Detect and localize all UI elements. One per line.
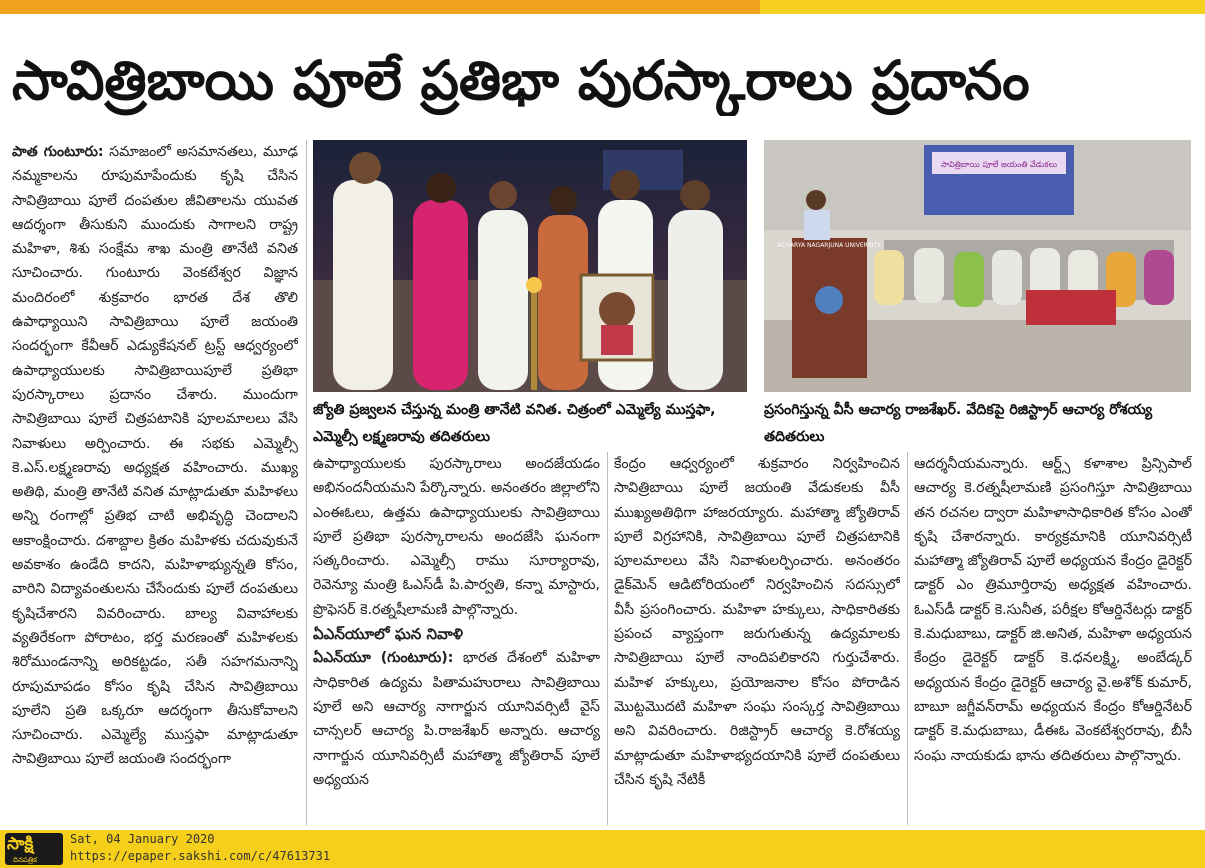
- sakshi-logo-text: సాక్షి: [7, 834, 34, 854]
- epaper-link[interactable]: https://epaper.sakshi.com/c/47613731: [70, 849, 331, 863]
- column-divider: [306, 140, 307, 825]
- top-color-bar: [0, 0, 1205, 14]
- article-column-1: [12, 140, 298, 825]
- publication-date: Sat, 04 January 2020: [70, 832, 215, 846]
- stage-banner-text: సావిత్రిబాయి పూలే జయంతి వేడుకలు: [940, 160, 1058, 169]
- subheading: ఏఎన్‌యూలో ఘన నివాళి: [313, 625, 463, 644]
- article-column-4: [914, 452, 1192, 825]
- caption-left: జ్యోతి ప్రజ్వలన చేస్తున్న మంత్రి తానేటి వనిత. చిత్రంలో ఎమ్మెల్యే ముస్తఫా, ఎమ్మెల్సీ లక్ష్మణరావు తదితరులు: [313, 402, 716, 445]
- dateline-2: ఏఎన్‌యూ (గుంటూరు):: [313, 650, 454, 667]
- article-column-3: [614, 452, 900, 825]
- column-4-text: ఆదర్శనీయమన్నారు. ఆర్ట్స్ కళాశాల ప్రిన్సిపాల్ ఆచార్య కె.రత్నషీలామణి ప్రసంగిస్తూ సావిత్రిబాయి తన రచనల ద్వారా మహిళాసాధికారిత కోసం ఎంతో కృషి చేశారన్నారు. కార్యక్రమానికి యూనివర్సిటీ మహాత్మా జ్యోతిరావ్ పూలే అధ్యయన కేంద్రం డైరెక్టర్ డాక్టర్ ఎం త్రిమూర్తిరావు అధ్యక్షత వహించారు. ఓఎస్‌డీ డాక్టర్ కె.సునీత, పరీక్షల కోఆర్డినేటర్లు డాక్టర్ కె.మధుబాబు, డాక్టర్ జి.అనిత, మహిళా అధ్యయన కేంద్రం డైరెక్టర్ డాక్టర్ కె.ధనలక్ష్మి, అంబేడ్కర్ అధ్యయన కేంద్రం డైరెక్టర్ ఆచార్య వై.అశోక్ కుమార్, బాబూ జగ్జీవన్‌రామ్ అధ్యయన కేంద్రం కోఆర్డినేటర్ డాక్టర్ కె.మధుబాబు, డీఈఓ వెంకటేశ్వరరావు, బీసీ సంఘ నాయకుడు భాను తదితరులు పాల్గొన్నారు.: [914, 456, 1192, 764]
- column-3-text: కేంద్రం ఆధ్వర్యంలో శుక్రవారం నిర్వహించిన సావిత్రిబాయి పూలే జయంతి వేడుకలకు వీసీ ముఖ్యఅతిథిగా హాజరయ్యారు. మహాత్మా జ్యోతిరావ్ పూలే విగ్రహానికి, సావిత్రిబాయి పూలే చిత్రపటానికి పూలమాలలు వేసి నివాళులర్పించారు. అనంతరం డైక్‌మెన్ ఆడిటోరియంలో నిర్వహించిన సదస్సులో వీసీ ప్రసంగించారు. మహిళా హక్కులు, సాధికారితకు ప్రపంచ వ్యాప్తంగా జరుగుతున్న ఉద్యమాలకు సావిత్రిబాయి పూలే నాందిపలికారని గుర్తుచేశారు. మహిళ హక్కులు, ప్రయోజనాల కోసం పోరాడిన మొట్టమొదటి మహిళా సంఘ సంస్కర్త సావిత్రిబాయి అని వివరించారు. రిజిస్ట్రార్ ఆచార్య కె.రోశయ్య మాట్లాడుతూ మహిళాభ్యదయానికి పూలే దంపతులు చేసిన కృషి నేటికీ: [614, 456, 900, 788]
- article-column-2: [313, 452, 600, 825]
- column-divider: [607, 452, 608, 825]
- sakshi-logo-subtitle: దినపత్రిక: [13, 856, 37, 864]
- article-headline: సావిత్రిబాయి పూలే ప్రతిభా పురస్కారాలు ప్రదానం: [12, 49, 1030, 112]
- column-divider: [907, 452, 908, 825]
- caption-right: ప్రసంగిస్తున్న వీసీ ఆచార్య రాజశేఖర్. వేదికపై రిజిస్ట్రార్ ఆచార్య రోశయ్య తదితరులు: [764, 402, 1153, 445]
- top-color-bar-accent: [760, 0, 1205, 14]
- podium-text: ACHARYA NAGARJUNA UNIVERSITY: [777, 242, 881, 249]
- dateline: పాత గుంటూరు:: [12, 144, 104, 160]
- photo-vc-speech: [764, 140, 1191, 392]
- column-2-text-part1: ఉపాధ్యాయులకు పురస్కారాలు అందజేయడం అభినందనీయమని పేర్కొన్నారు. అనంతరం జిల్లాలోని ఎంఈఓలు, ఉత్తమ ఉపాధ్యాయులకు సావిత్రిబాయి పూలే ప్రతిభా పురస్కారాలను అందజేసి ఘనంగా సత్కరించారు. ఎమ్మెల్సీ రాము సూర్యారావు, రెవెన్యూ మంత్రి ఓఎస్‌డీ పి.పార్వతి, కన్నా మాస్టారు, ప్రొఫెసర్ కె.రత్నషీలామణి పాల్గొన్నారు.: [313, 456, 600, 618]
- photo-lamp-lighting: [313, 140, 747, 392]
- column-1-text: సమాజంలో అసమానతలు, మూఢ నమ్మకాలను రూపుమాపేందుకు కృషి చేసిన సావిత్రిబాయి పూలే దంపతుల జీవితాలను యువత ఆదర్శంగా తీసుకుని ముందుకు సాగాలని రాష్ట్ర మహిళా, శిశు సంక్షేమ శాఖ మంత్రి తానేటి వనిత సూచించారు. గుంటూరు వెంకటేశ్వర విజ్ఞాన మందిరంలో శుక్రవారం భారత దేశ తొలి ఉపాధ్యాయిని సావిత్రిబాయి పూలే జయంతి సందర్భంగా కేవీఆర్ ఎడ్యుకేషనల్ ట్రస్ట్ ఆధ్వర్యంలో ఉపాధ్యాయులకు సావిత్రిబాయిపూలే ప్రతిభా పురస్కారాలు ప్రదానం చేశారు. ముందుగా సావిత్రిబాయి పూలే చిత్రపటానికి పూలమాలలు వేసి నివాళులు అర్పించారు. ఈ సభకు ఎమ్మెల్సీ కె.ఎస్.లక్ష్మణరావు అధ్యక్షత వహించారు. ముఖ్య అతిథి, మంత్రి తానేటి వనిత మాట్లాడుతూ మహిళలు అన్ని రంగాల్లో ప్రతిభ చాటి అభివృద్ధి చెందాలని ఆకాంక్షించారు. దశాబ్దాల క్రితం మహిళకు చదువుకునే అవకాశం ఉండేది కాదని, మహిళాభ్యున్నతి కోసం, వారిని విద్యావంతులను చేసేందుకు పూలే దంపతులు కృషిచేశారని వివరించారు. బాల్య వివాహాలకు వ్యతిరేకంగా పోరాటం, భర్త మరణంతో మహిళలకు శిరోముండనాన్ని అరికట్టడం, సతీ సహగమనాన్ని రూపుమాపడం కోసం కృషి చేసిన సావిత్రిబాయి పూలేని ప్రతి ఒక్కరూ ఆదర్శంగా తీసుకోవాలని సూచించారు. ఎమ్మెల్యే ముస్తఫా మాట్లాడుతూ సావిత్రిబాయి పూలే జయంతి సందర్భంగా: [12, 144, 298, 768]
- column-2-text-part2: భారత దేశంలో మహిళా సాధికారిత ఉద్యమ పితామహురాలు సావిత్రిబాయి పూలే అని ఆచార్య నాగార్జున యూనివర్సిటీ వైస్ చాన్సలర్ ఆచార్య పి.రాజశేఖర్ అన్నారు. ఆచార్య నాగార్జున యూనివర్సిటీ మహాత్మా జ్యోతిరావ్ పూలే అధ్యయన: [313, 650, 600, 788]
